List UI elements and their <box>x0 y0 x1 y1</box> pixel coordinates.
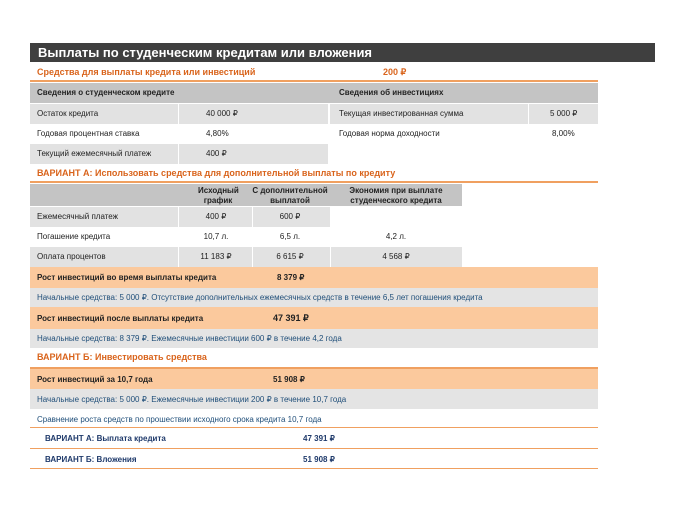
divider-line <box>30 427 598 428</box>
divider-line <box>30 181 598 183</box>
cell-divider <box>252 207 253 267</box>
growth-during-label: Рост инвестиций во время выплаты кредита <box>37 273 217 282</box>
return-rate-label: Годовая норма доходности <box>339 129 440 138</box>
row-label: Погашение кредита <box>37 232 111 241</box>
monthly-payment-label: Текущий ежемесячный платеж <box>37 149 152 158</box>
col-savings: Экономия при выплате студенческого кредита <box>349 186 443 205</box>
variant-a-col-header-row <box>30 184 462 206</box>
cell-value: 4,2 л. <box>385 232 407 241</box>
loan-info-header: Сведения о студенческом кредите <box>37 88 175 97</box>
comparison-b-label: ВАРИАНТ Б: Вложения <box>45 455 137 464</box>
return-rate-value[interactable]: 8,00% <box>552 129 575 138</box>
note-row <box>30 329 598 348</box>
cell-divider <box>330 207 331 267</box>
invested-sum-label: Текущая инвестированная сумма <box>339 109 464 118</box>
comparison-b-value: 51 908 ₽ <box>303 455 335 464</box>
col-original: Исходный график <box>198 186 239 205</box>
cell-divider <box>178 104 179 164</box>
summary-row <box>30 369 598 389</box>
loan-balance-value[interactable]: 40 000 ₽ <box>206 109 238 118</box>
variant-a-heading: ВАРИАНТ А: Использовать средства для дополнительной выплаты по кредиту <box>37 168 396 178</box>
note-text: Начальные средства: 5 000 ₽. Отсутствие дополнительных ежемесячных средств в течение 6,5 лет погашения кредита <box>37 293 483 302</box>
invested-sum-value[interactable]: 5 000 ₽ <box>550 109 578 118</box>
cell-value: 4 568 ₽ <box>382 252 410 261</box>
invest-info-header: Сведения об инвестициях <box>339 88 444 97</box>
loan-rate-label: Годовая процентная ставка <box>37 129 140 138</box>
growth-b-value: 51 908 ₽ <box>273 375 305 384</box>
info-header-row <box>30 83 598 103</box>
comparison-a-label: ВАРИАНТ А: Выплата кредита <box>45 434 166 443</box>
note-text: Начальные средства: 8 379 ₽. Ежемесячные инвестиции 600 ₽ в течение 4,2 года <box>37 334 342 343</box>
cell-value: 600 ₽ <box>279 212 301 221</box>
col-extra: С дополнительной выплатой <box>252 186 328 205</box>
loan-rate-value[interactable]: 4,80% <box>206 129 229 138</box>
cell-value: 6,5 л. <box>279 232 301 241</box>
cell-value: 6 615 ₽ <box>276 252 304 261</box>
funds-value[interactable]: 200 ₽ <box>383 67 407 77</box>
growth-during-value: 8 379 ₽ <box>277 273 305 282</box>
divider-line <box>30 468 598 469</box>
funds-label: Средства для выплаты кредита или инвестиций <box>37 67 256 77</box>
divider-line <box>30 448 598 449</box>
monthly-payment-value[interactable]: 400 ₽ <box>206 149 227 158</box>
growth-after-value: 47 391 ₽ <box>273 313 309 323</box>
note-row <box>30 389 598 409</box>
growth-after-label: Рост инвестиций после выплаты кредита <box>37 314 204 323</box>
note-text: Начальные средства: 5 000 ₽. Ежемесячные инвестиции 200 ₽ в течение 10,7 года <box>37 395 347 404</box>
comparison-caption: Сравнение роста средств по прошествии исходного срока кредита 10,7 года <box>37 415 322 424</box>
divider-line <box>30 80 598 82</box>
loan-balance-label: Остаток кредита <box>37 109 99 118</box>
cell-value: 11 183 ₽ <box>200 252 232 261</box>
note-row <box>30 288 598 307</box>
info-row <box>30 104 598 124</box>
comparison-a-value: 47 391 ₽ <box>303 434 335 443</box>
cell-value: 400 ₽ <box>205 212 227 221</box>
cell-value: 10,7 л. <box>203 232 229 241</box>
growth-b-label: Рост инвестиций за 10,7 года <box>37 375 153 384</box>
variant-b-heading: ВАРИАНТ Б: Инвестировать средства <box>37 352 207 362</box>
cell-divider <box>178 207 179 267</box>
cell-divider <box>328 104 330 144</box>
summary-row <box>30 267 598 288</box>
summary-row <box>30 307 598 329</box>
cell-divider <box>528 104 529 144</box>
row-label: Ежемесячный платеж <box>37 212 119 221</box>
page-title: Выплаты по студенческим кредитам или вложения <box>30 43 655 62</box>
row-label: Оплата процентов <box>37 252 106 261</box>
